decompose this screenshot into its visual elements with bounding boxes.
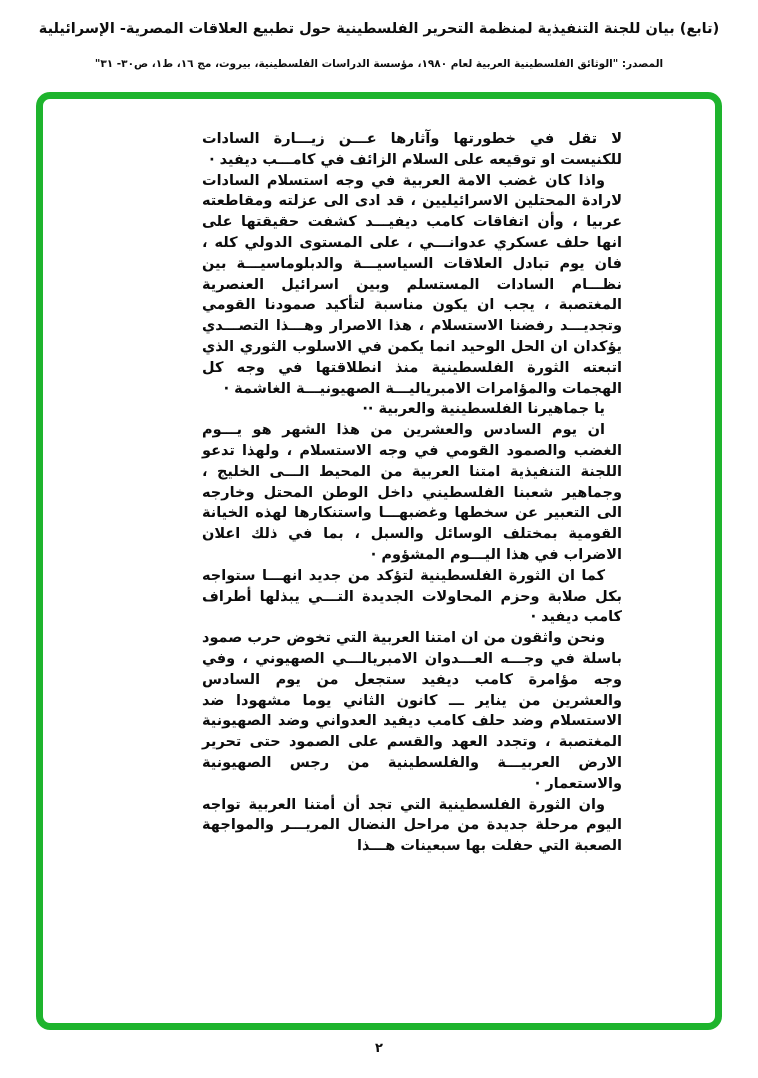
paragraph: كما ان الثورة الفلسطينية لتؤكد من جديد انهـــا ستواجه بكل صلابة وحزم المحاولات الجديدة التـــي يبذلها أطراف كامب ديفيد ·	[202, 567, 622, 626]
paragraph: واذا كان غضب الامة العربية في وجه استسلام السادات لارادة المحتلين الاسرائيليين ، قد ادى الى عزلته ومقاطعته عربيا ، وأن اتفاقات كامب ديفيـــد كشفت حقيقتها على انها حلف عسكري عدوانـــي ، على المستوى الدولي كله ، فان يوم تبادل العلاقات السياسيـــة والدبلوماسيـــة بين نظـــام السادات المستسلم وبين اسرائيل العنصرية المغتصبة ، يجب ان يكون مناسبة لتأكيد صمودنا القومي وتجديـــد رفضنا الاستسلام ، هذا الاصرار وهـــذا التصـــدي يؤكدان ان الحل الوحيد انما يكمن في الاسلوب الثوري الذي اتبعته الثورة الفلسطينية منذ انطلاقتها في وجه كل الهجمات والمؤامرات الامبرياليـــة الصهيونيـــة الغاشمة ·	[202, 172, 622, 397]
body-text-column	[202, 129, 622, 857]
paragraph: ان يوم السادس والعشرين من هذا الشهر هو يـــوم الغضب والصمود القومي في وجه الاستسلام ، ولهذا تدعو اللجنة التنفيذية امتنا العربية من المحيط الـــى الخليج ، وجماهير شعبنا الفلسطيني داخل الوطن المحتل وخارجه الى التعبير عن سخطها وغضبهـــا واستنكارها لهذه الخيانة القومية بمختلف الوسائل والسبل ، بما في ذلك اعلان الاضراب في هذا اليـــوم المشؤوم ·	[202, 422, 622, 563]
paragraph: لا تقل في خطورتها وآثارها عـــن زيـــارة السادات للكنيست او توقيعه على السلام الزائف في كامـــب ديفيد ·	[202, 131, 622, 168]
document-source-line: المصدر: "الوثائق الفلسطينية العربية لعام ١٩٨٠، مؤسسة الدراسات الفلسطينية، بيروت، مج ١٦، ط١، ص٣٠- ٣١"	[94, 58, 664, 70]
paragraph: وان الثورة الفلسطينية التي تجد أن أمتنا العربية تواجه اليوم مرحلة جديدة من مراحل النضال المريـــر والمواجهة الصعبة التي حفلت بها سبعينات هـــذا	[202, 796, 622, 855]
paragraph: يا جماهيرنا الفلسطينية والعربية ··	[362, 401, 605, 418]
document-title: (تابع) بيان للجنة التنفيذية لمنظمة التحرير الفلسطينية حول تطبيع العلاقات المصرية- الإسرائيلية	[38, 21, 720, 37]
paragraph: ونحن واثقون من ان امتنا العربية التي تخوض حرب صمود باسلة في وجـــه العـــدوان الامبريالـــي الصهيوني ، وفي وجه مؤامرة كامب ديفيد ستجعل من يوم السادس والعشرين من يناير ـــ كانون الثاني يوما مشهودا ضد الاستسلام وضد حلف كامب ديفيد العدواني وضد الصهيونية المغتصبة ، وتجدد العهد والقسم على الصمود حتى تحرير الارض العربيـــة والفلسطينية من رجس الصهيونية والاستعمار ·	[202, 630, 622, 792]
page-number: ٢	[375, 1041, 383, 1056]
